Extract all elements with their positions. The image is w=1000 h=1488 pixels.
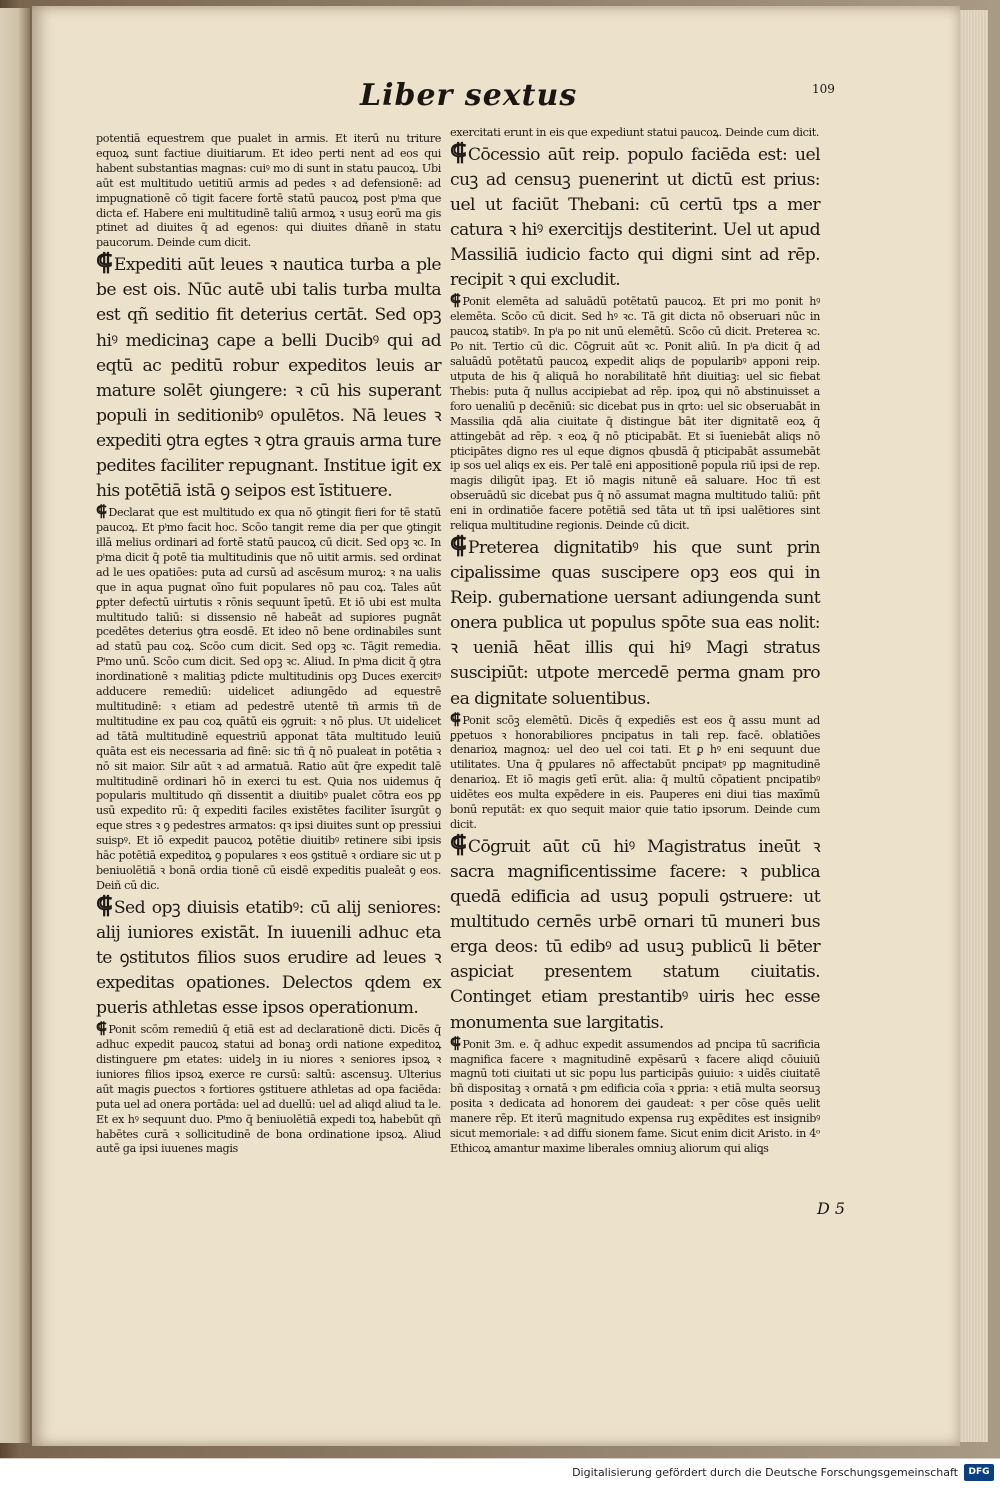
commentary-paragraph (450, 1033, 820, 1157)
page-stack-edge (958, 10, 988, 1442)
paragraph-mark-icon: ⸿ (450, 138, 466, 166)
paragraph-text: Expediti aūt leues ꝛ nautica turba a ple be est ois. Nūc autē ubi talis turba multa est qñ seditio fit deterius certāt. Sed opꝫ hiꝰ medicinaꝫ cape a belli Ducibꝰ qui ad eqtū ac peditū robur expeditos leuis ar mature solēt ꝯiungere: ꝛ cū his superant populi in seditionibꝰ opulētos. Nā leues ꝛ expediti ꝯtra egtes ꝛ ꝯtra grauis arma ture pedites faciliter repugnant. Institue igit ex his potētiā istā ꝯ seipos est īstituere. (96, 255, 441, 502)
paragraph-mark-icon: ⸿ (96, 891, 112, 919)
paragraph-text: Declarat que est multitudo ex qua nō ꝯtingit fieri for tē statū paucoꝝ. Et pⁱmo facit hoc. Scōo tangit reme dia per que ꝯtingit illā melius ordinari ad fortē statū paucoꝝ cū dicit. Sed opꝫ ꝛc. In pⁱma dicit q̄ potē tia multitudinis que nō uitit armis. sed ordinat ad le ues opatiōes: puta ad cursū ad ascēsum muroꝝ: ꝛ na ualis que in aqua pugnat oīno fuit populares nō pau coꝝ. Tales aūt ꝑpter defectū uirtutis ꝛ rōnis sequunt īpetū. Et iō ubi est multa multitudo taliū: si dissensio nē habeāt ad supiores pugnāt pcedētes deterius ꝯtra eosdē. Et ideo nō bene ordinabiles sunt ad statū pau coꝝ. Scōo cum dicit. Sed opꝫ ꝛc. Tāgit remedia. Pⁱmo unū. Scōo cum dicit. Sed opꝫ ꝛc. Aliud. In pⁱma dicit q̄ ꝯtra inordinationē ꝛ malitiaꝫ pdicte multitudinis opꝫ Duces exercitꝰ adducere remediū: uidelicet adiungēdo ad equestrē multitudinē: ꝛ etiam ad pedestrē utentē tñ armis tñ de multitudine ex pau coꝝ quātū eis ꝯgruit: ꝛ nō plus. Ut uidelicet ad tātā multitudinē equestriū apponat tāta multitudo leuiū quāta est eis necessaria ad finē: sic tñ q̄ nō pualeat in potētia ꝛ nō sit maior. Silr aūt ꝛ ad armatuā. Ratio aūt q̄re expedit talē multitudinē ordinari hō in exerci tu est. Quia nos uidemus q̄ popularis multitudo qñ dissentit a diuitibꝰ pualet cōtra eos pꝑ usū expedito rū: q̄ expediti faciles existētes faciliter īsurgūt ꝯ eque stres ꝛ ꝯ pedestres armatos: qꝛ ipsi diuites sunt op pressiui suispꝰ. Et iō expedit paucoꝝ potētie diuitibꝰ retinere sibi ipsis hāc potētiā expeditoꝝ ꝯ populares ꝛ eos ꝯstituē ꝛ ordiare sic ut p beniuolētiā ꝛ bonā ordia tionē cū eisdē expeditis pualeāt ꝯ eos. Deiñ cū dic. (96, 506, 441, 892)
running-header (32, 74, 960, 124)
previous-page-edge (0, 8, 30, 1443)
paragraph-text: Ponit scōꝫ elemētū. Dicēs q̄ expediēs est eos q̄ assu munt ad ꝑpetuos ꝛ honorabiliores pncipatus in tali rep. facē. oblatiōes denarioꝝ magnoꝝ: uel deo uel coi tati. Et ꝑ hꝰ eni sequunt due utilitates. Una q̄ ꝑpulares nō affectabūt pncipatꝰ pꝑ magnitudinē denarioꝝ. Et iō magis getī erūt. alia: q̄ multū cōpatient pncipatibꝰ uidētes eos multa expēdere in eis. Pauperes eni diui tias maxīmū bonū reputāt: ex quo sequit maior quie tatio ipsorum. Deinde cum dicit. (450, 713, 820, 831)
page (32, 6, 960, 1446)
commentary-paragraph (96, 504, 441, 894)
paragraph-mark-icon: ⸿ (96, 502, 107, 521)
paragraph-mark-icon: ⸿ (450, 830, 466, 858)
paragraph-text: Preterea dignitatibꝰ his que sunt prin cipalissime quas suscipere opꝫ eos qui in Reip. gubernatione uersant adiungenda sunt onera publica ut populus spōte sua eas nolit: ꝛ ueniā hēat illis qui hiꝰ Magi stratus suscipiūt: utpote mercedē perma gnam pro ea dignitate soluentibus. (450, 537, 820, 709)
paragraph-mark-icon: ⸿ (450, 709, 461, 728)
commentary-paragraph (96, 1021, 441, 1157)
paragraph-text: Ponit 3m. e. q̄ adhuc expedit assumendos ad pncipa tū sacrificia magnifica facere ꝛ magnitudinē expēsarū ꝛ facere aliqd cōuiuiū magnū toti ciuitati ut sic popu lus participās ꝯuiuio: ꝛ uidēs ciuitatē bñ dispositaꝫ ꝛ ornatā ꝛ ꝑm edificia coīa ꝛ ꝑpria: ꝛ etiā multa seorsuꝫ posita ꝛ dedicata ad honorem dei gaudeat: ꝛ per cōse quēs uelit manere rēp. Et iterū magnitudo expensa ruꝫ expēdites est insignibꝰ sicut memoriale: ꝛ ad diffu sionem fame. Sicut enim dicit Aristo. in 4ᵒ Ethicoꝝ amantur maxime liberales omniuꝫ aliorum qui aliꝗs (450, 1037, 820, 1155)
commentary-paragraph (96, 132, 441, 251)
text-paragraph (450, 138, 820, 294)
footer-bar (0, 1458, 1000, 1488)
paragraph-text: Ponit scōm remediū q̄ etiā est ad declarationē dicti. Dicēs q̄ adhuc expedit paucoꝝ statui ad bonaꝫ ordi natione expeditoꝝ distinguere ꝑm etates: uidelꝫ in iu niores ꝛ seniores ipsoꝝ ꝛ iuniores filios ipsoꝝ exerce re cursū: saltū: ascensuꝫ. Ulterius aūt magis ꝑuectos ꝛ fortiores ꝯstituere athletas ad opa faciēda: puta uel ad onera portāda: uel ad duellū: uel ad aliqd aliud ta le. Et ex hꝰ sequunt duo. Pⁱmo q̄ beniuolētiā expedi toꝝ habebūt qñ habētes curā ꝛ sollicitudinē de bona ordinatione ipsoꝝ. Aliud autē ga ipsi iuuenes magis (96, 1023, 441, 1156)
paragraph-mark-icon: ⸿ (96, 249, 112, 277)
paragraph-text: exercitati erunt in eis que expediunt statui paucoꝝ. Deinde cum dicit. (450, 126, 820, 139)
paragraph-text: Sed opꝫ diuisis etatibꝰ: cū alij seniores: alij iuniores existāt. In iuuenili adhuc eta te ꝯstitutos filios suos erudire ad leues ꝛ expeditas opationes. Delectos qdem ex pueris athletas esse ipsos operationum. (96, 897, 441, 1019)
page-title: Liber sextus (360, 78, 578, 113)
dfg-logo: DFG (964, 1464, 994, 1481)
text-paragraph (450, 830, 820, 1036)
commentary-paragraph (450, 709, 820, 833)
left-column (96, 132, 441, 1157)
text-paragraph (96, 251, 441, 504)
text-paragraph (450, 531, 820, 712)
folio-number: 109 (812, 82, 835, 96)
paragraph-text: Cōcessio aūt reip. populo faciēda est: uel cuꝫ ad censuꝫ puenerint ut dictū est prius: uel ut faciūt Thebani: cū certū tps a mer catura ꝛ hiꝰ exercitijs destiterint. Uel ut apud Massiliā iudicio facto qui digni sint ad rēp. recipit ꝛ qui excludit. (450, 144, 820, 291)
paragraph-mark-icon: ⸿ (450, 531, 466, 559)
signature-mark: D 5 (817, 1199, 846, 1218)
commentary-paragraph (450, 126, 820, 141)
paragraph-mark-icon: ⸿ (450, 291, 461, 310)
paragraph-text: Ponit elemēta ad saluādū potētatū paucoꝝ. Et pri mo ponit hꝰ elemēta. Scōo cū dicit. Sed hꝰ ꝛc. Tā git dicta nō obseruari nūc in paucoꝝ statibꝰ. In pⁱa po nit unū elemētū. Scōo cū dicit. Preterea ꝛc. Po nit. Tertio cū dic. Cōgruit aūt ꝛc. Ponit aliū. In pⁱa dicit q̄ ad saluādū potētatū paucoꝝ expedit aliqs de popularibꝰ apponi reip. utputa de his q̄ aliquā ho norabilitatē hñt diuitiaꝫ: uel sic fiebat Thebis: puta q̄ nullus accipiebat ad rēp. ipoꝝ qui nō abstinuisset a foro uenaliū p decēniū: sic dicebat pus in qrto: uel sic obseruabāt in Massilia qdā alia ciuitate q̄ distingue bāt iter dignitatē eoꝝ q̄ attingebāt ad rēp. ꝛ eoꝝ q̄ nō pticipabāt. Et si īueniebāt aliqs nō pticipātes digno res ul eque dignos qbusdā q̄ pticipabāt assumebāt ip sos uel aliqs ex eis. Per talē eni appositionē popula riū ipsi de rep. magis diligūt ipaꝫ. Et iō magis nitunē eā saluare. Hoc tñ est obseruādū sic dicebat pus q̄ nō assumat magna multitudo taliū: pñt eni in ordinatiōe facere potētiā sed tāta ut tñ ipsi ualētiores sint reliqua multitudine regionis. Deinde cū dicit. (450, 295, 820, 533)
commentary-paragraph (450, 293, 820, 534)
paragraph-text: Cōgruit aūt cū hiꝰ Magistratus ineūt ꝛ sacra magnificentissime facere: ꝛ publica quedā edificia ad usuꝫ populi ꝯstruere: ut multitudo cernēs urbē ornari tū muneri bus erga deos: tū edibꝰ ad usuꝫ publicū li bēter aspiciat presentem statum ciuitatis. Continget etiam prestantibꝰ uiris hec esse monumenta sue largitatis. (450, 836, 820, 1033)
paragraph-mark-icon: ⸿ (450, 1033, 461, 1052)
paragraph-mark-icon: ⸿ (96, 1019, 107, 1038)
text-paragraph (96, 891, 441, 1021)
paragraph-text: potentiā equestrem que pualet in armis. Et iterū nu triture equoꝝ sunt factiue diuitiarum. Et ideo perti nent ad eos qui habent substantias magnas: cuiꝰ mo di sunt in statu paucoꝝ. Ubi aūt est multitudo uetitiū armis ad pedes ꝛ ad defensionē: ad impugnationē cō tigit facere fortē statū paucoꝝ post pⁱma que dicta ef. Habere eni multitudinē taliū armoꝝ ꝛ usuꝫ eorū ma gis ptinet ad diuites q̄ ad egenos: qui diuites dñanē in statu paucorum. Deinde cum dicit. (96, 132, 441, 250)
right-column (450, 126, 820, 1157)
funding-credit: Digitalisierung gefördert durch die Deutsche Forschungsgemeinschaft (572, 1466, 958, 1479)
